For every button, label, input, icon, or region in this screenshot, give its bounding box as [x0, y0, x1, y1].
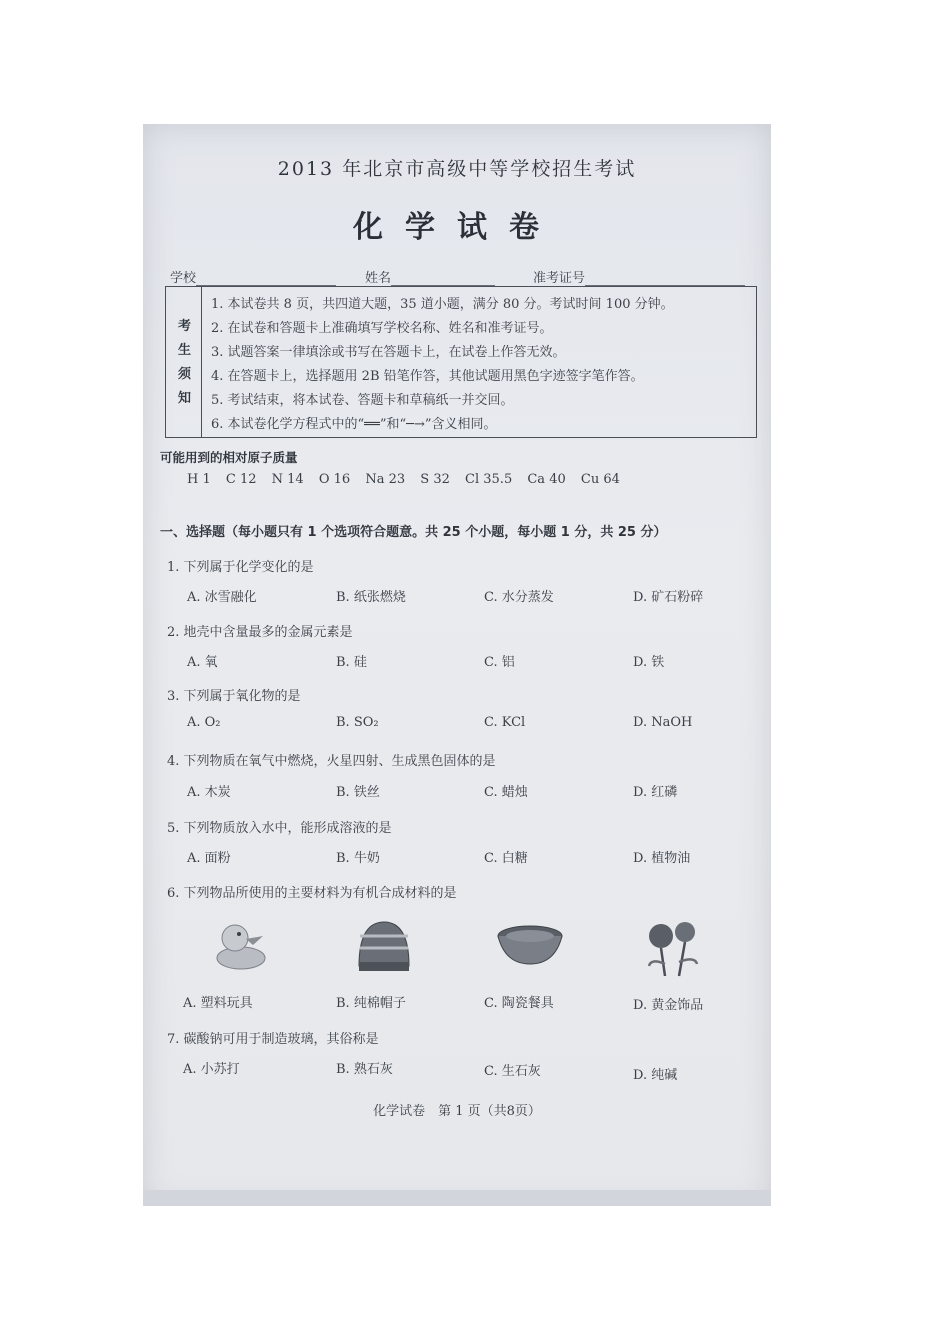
- notice-item: 2. 在试卷和答题卡上准确填写学校名称、姓名和准考证号。: [211, 321, 553, 336]
- option-b: B. 牛奶: [336, 851, 380, 866]
- option-c: C. 蜡烛: [484, 785, 528, 800]
- exam-notice-box: [165, 286, 757, 438]
- knit-hat-icon: [355, 916, 413, 976]
- exam-id-blank: [585, 273, 745, 286]
- school-label: 学校: [170, 271, 197, 286]
- option-b: B. 硅: [336, 655, 367, 670]
- question-stem: 5. 下列物质放入水中，能形成溶液的是: [167, 821, 392, 836]
- option-a: A. 面粉: [187, 851, 231, 866]
- school-field: [170, 267, 336, 286]
- option-c: C. 白糖: [484, 851, 528, 866]
- option-c: C. 铝: [484, 655, 515, 670]
- subject-title: 化学试卷: [353, 210, 561, 245]
- ceramic-bowl-icon: [495, 924, 565, 968]
- atomic-mass-item: Ca 40: [527, 472, 566, 487]
- option-b: B. 铁丝: [336, 785, 380, 800]
- question-stem: 6. 下列物品所使用的主要材料为有机合成材料的是: [167, 886, 457, 901]
- question-stem: 4. 下列物质在氧气中燃烧，火星四射、生成黑色固体的是: [167, 754, 496, 769]
- option-a: A. 冰雪融化: [187, 590, 257, 605]
- notice-label-char: 生: [178, 343, 192, 358]
- option-d: D. 铁: [633, 655, 665, 670]
- exam-title: 2013 年北京市高级中等学校招生考试: [277, 158, 637, 180]
- option-d: D. 矿石粉碎: [633, 590, 704, 605]
- option-d: D. NaOH: [633, 715, 693, 730]
- exam-id-field: [533, 267, 745, 286]
- rubber-duck-icon: [213, 914, 273, 974]
- option-a: A. O₂: [187, 715, 221, 730]
- option-d: D. 黄金饰品: [633, 998, 704, 1013]
- option-d: D. 植物油: [633, 851, 691, 866]
- atomic-mass-item: N 14: [271, 472, 304, 487]
- option-a: A. 塑料玩具: [183, 996, 253, 1011]
- gold-flower-ornament-icon: [641, 914, 703, 980]
- atomic-mass-item: S 32: [420, 472, 450, 487]
- notice-label-char: 须: [178, 367, 192, 382]
- option-b: B. 纸张燃烧: [336, 590, 406, 605]
- notice-label: [166, 287, 202, 437]
- atomic-mass-item: Cu 64: [580, 472, 620, 487]
- option-b: B. SO₂: [336, 715, 379, 730]
- notice-item: 5. 考试结束，将本试卷、答题卡和草稿纸一并交回。: [211, 393, 514, 408]
- question-stem: 7. 碳酸钠可用于制造玻璃，其俗称是: [167, 1032, 379, 1047]
- option-b: B. 纯棉帽子: [336, 996, 406, 1011]
- option-c: C. 水分蒸发: [484, 590, 554, 605]
- option-c: C. 陶瓷餐具: [484, 996, 554, 1011]
- notice-item: 1. 本试卷共 8 页，共四道大题，35 道小题，满分 80 分。考试时间 100 分钟。: [211, 297, 674, 312]
- option-d: D. 纯碱: [633, 1068, 678, 1083]
- atomic-mass-item: C 12: [225, 472, 257, 487]
- option-a: A. 小苏打: [183, 1062, 240, 1077]
- option-c: C. 生石灰: [484, 1064, 541, 1079]
- option-a: A. 木炭: [187, 785, 231, 800]
- question-stem: 1. 下列属于化学变化的是: [167, 560, 314, 575]
- name-field: [365, 267, 495, 286]
- option-c: C. KCl: [484, 715, 526, 730]
- page-footer: 化学试卷 第 1 页（共8页）: [373, 1104, 541, 1119]
- atomic-mass-item: O 16: [318, 472, 351, 487]
- notice-item: 3. 试题答案一律填涂或书写在答题卡上，在试卷上作答无效。: [211, 345, 566, 360]
- notice-item: 4. 在答题卡上，选择题用 2B 铅笔作答，其他试题用黑色字迹签字笔作答。: [211, 369, 644, 384]
- name-label: 姓名: [365, 271, 392, 286]
- atomic-mass-list: [187, 472, 631, 487]
- option-d: D. 红磷: [633, 785, 678, 800]
- exam-id-label: 准考证号: [533, 271, 586, 286]
- atomic-mass-item: Na 23: [365, 472, 406, 487]
- section-heading: 一、选择题（每小题只有 1 个选项符合题意。共 25 个小题，每小题 1 分，共 25 分）: [160, 525, 667, 540]
- option-b: B. 熟石灰: [336, 1062, 393, 1077]
- school-blank: [196, 273, 336, 286]
- atomic-mass-item: Cl 35.5: [465, 472, 513, 487]
- atomic-mass-title: 可能用到的相对原子质量: [160, 450, 298, 465]
- atomic-mass-item: H 1: [187, 472, 211, 487]
- notice-label-char: 考: [178, 319, 192, 334]
- name-blank: [391, 273, 495, 286]
- option-a: A. 氧: [187, 655, 218, 670]
- notice-item: 6. 本试卷化学方程式中的“══”和“─→”含义相同。: [211, 417, 497, 432]
- question-stem: 2. 地壳中含量最多的金属元素是: [167, 625, 353, 640]
- question-stem: 3. 下列属于氧化物的是: [167, 689, 301, 704]
- exam-paper: [143, 124, 771, 1206]
- notice-label-char: 知: [178, 391, 192, 406]
